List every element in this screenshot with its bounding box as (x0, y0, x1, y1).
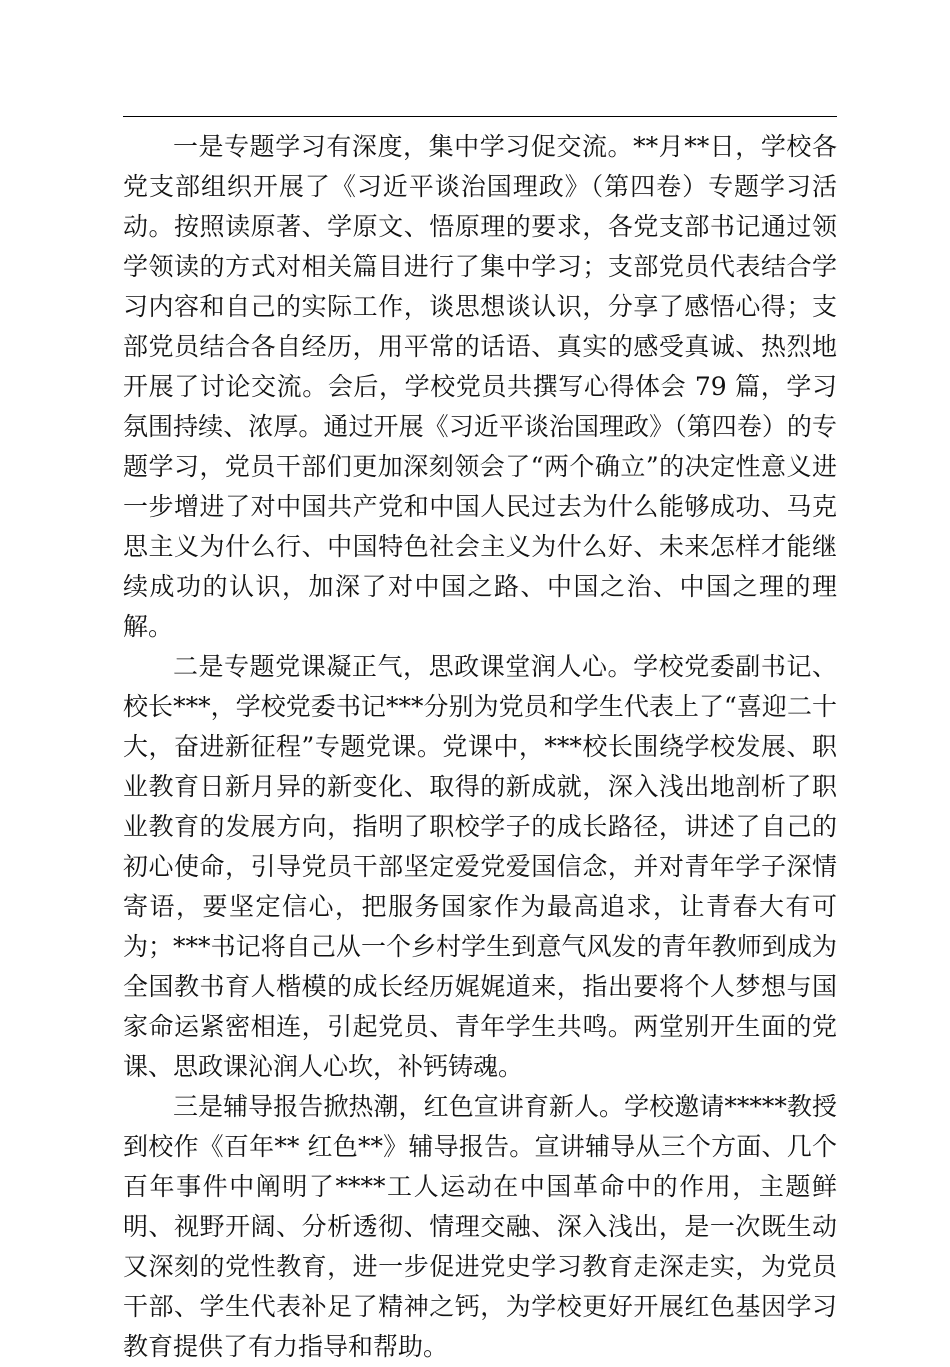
paragraph-report: 三是辅导报告掀热潮，红色宣讲育新人。学校邀请*****教授到校作《百年** 红色**》辅导报告。宣讲辅导从三个方面、几个百年事件中阐明了****工人运动在中国革命中的作用，主题鲜明、视野开阔、分析透彻、情理交融、深入浅出，是一次既生动又深刻的党性教育，进一步促进党史学习教育走深走实，为党员干部、学生代表补足了精神之钙，为学校更好开展红色基因学习教育提供了有力指导和帮助。 (123, 1092, 837, 1361)
paragraph-party-lesson: 二是专题党课凝正气，思政课堂润人心。学校党委副书记、校长***，学校党委书记***分别为党员和学生代表上了“喜迎二十大，奋进新征程”专题党课。党课中，***校长围绕学校发展、职业教育日新月异的新变化、取得的新成就，深入浅出地剖析了职业教育的发展方向，指明了职校学子的成长路径，讲述了自己的初心使命，引导党员干部坚定爱党爱国信念，并对青年学子深情寄语，要坚定信心，把服务国家作为最高追求，让青春大有可为；***书记将自己从一个乡村学生到意气风发的青年教师到成为全国教书育人楷模的成长经历娓娓道来，指出要将个人梦想与国家命运紧密相连，引起党员、青年学生共鸣。两堂别开生面的党课、思政课沁润人心坎，补钙铸魂。 (123, 652, 837, 1081)
document-body (123, 127, 837, 1367)
header-rule (123, 116, 837, 117)
paragraph-study: 一是专题学习有深度，集中学习促交流。**月**日，学校各党支部组织开展了《习近平谈治国理政》（第四卷）专题学习活动。按照读原著、学原文、悟原理的要求，各党支部书记通过领学领读的方式对相关篇目进行了集中学习；支部党员代表结合学习内容和自己的实际工作，谈思想谈认识，分享了感悟心得；支部党员结合各自经历，用平常的话语、真实的感受真诚、热烈地开展了讨论交流。会后，学校党员共撰写心得体会 79 篇，学习氛围持续、浓厚。通过开展《习近平谈治国理政》（第四卷）的专题学习，党员干部们更加深刻领会了“两个确立”的决定性意义进一步增进了对中国共产党和中国人民过去为什么能够成功、马克思主义为什么行、中国特色社会主义为什么好、未来怎样才能继续成功的认识，加深了对中国之路、中国之治、中国之理的理解。 (123, 132, 837, 641)
